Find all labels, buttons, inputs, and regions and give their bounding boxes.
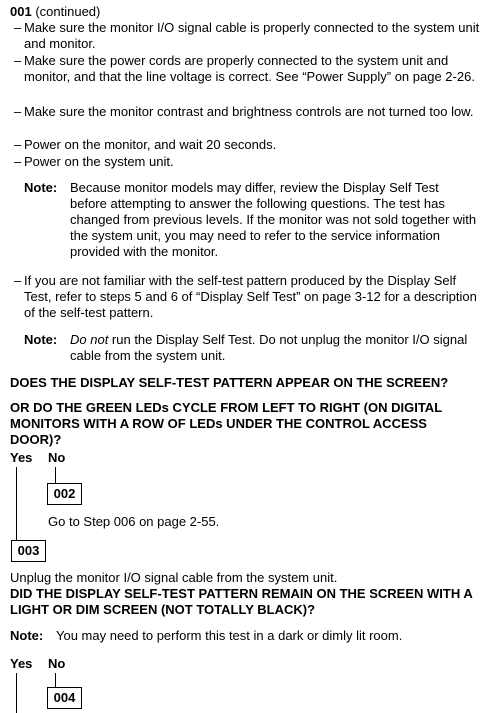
note-label: Note: xyxy=(24,332,58,347)
note-label: Note: xyxy=(24,180,58,195)
dash-bullet: – xyxy=(14,20,22,35)
dash-bullet: – xyxy=(14,104,22,119)
note-emphasis: Do not xyxy=(70,332,109,347)
step-box-002: 002 xyxy=(47,483,82,505)
step-number: 001 xyxy=(10,4,32,19)
list-item xyxy=(14,137,480,153)
yes-branch-line xyxy=(16,673,17,713)
step-header xyxy=(10,4,100,20)
note-text xyxy=(70,332,478,364)
instruction-text: Unplug the monitor I/O signal cable from the system unit. xyxy=(10,570,338,585)
list-item xyxy=(14,20,480,52)
step-box-004: 004 xyxy=(47,687,82,709)
dash-bullet: – xyxy=(14,137,22,152)
note-block xyxy=(10,628,482,646)
question-heading: DID THE DISPLAY SELF-TEST PATTERN REMAIN ON THE SCREEN WITH A LIGHT OR DIM SCREEN (NOT TOTALLY BLACK)? xyxy=(10,586,473,617)
list-item-text: Make sure the monitor I/O signal cable is properly connected to the system unit and monitor. xyxy=(24,20,480,51)
list-item xyxy=(14,53,480,85)
question-heading: OR DO THE GREEN LEDs CYCLE FROM LEFT TO RIGHT (ON DIGITAL MONITORS WITH A ROW OF LEDs UNDER THE CONTROL ACCESS DOOR)? xyxy=(10,400,442,447)
list-item-text: If you are not familiar with the self-test pattern produced by the Display Self Test, refer to steps 5 and 6 of “Display Self Test” on page 3-12 for a description of the self-test pattern. xyxy=(24,273,477,320)
question-heading: DOES THE DISPLAY SELF-TEST PATTERN APPEAR ON THE SCREEN? xyxy=(10,375,449,390)
yes-label: Yes xyxy=(10,450,33,465)
no-label: No xyxy=(48,450,66,465)
no-label: No xyxy=(48,656,66,671)
note-text: You may need to perform this test in a dark or dimly lit room. xyxy=(56,628,403,643)
note-text: Because monitor models may differ, review the Display Self Test before attempting to answer the following questions. The test has changed from previous levels. If the monitor was not sold together with the system unit, you may need to refer to the service information provided with the monitor. xyxy=(70,180,477,259)
list-item-text: Power on the system unit. xyxy=(24,154,174,169)
goto-instruction: Go to Step 006 on page 2-55. xyxy=(48,514,220,529)
dash-bullet: – xyxy=(14,53,22,68)
yes-branch-line xyxy=(16,467,17,540)
note-block xyxy=(24,180,480,264)
continued-label: (continued) xyxy=(35,4,101,19)
dash-bullet: – xyxy=(14,154,22,169)
note-text-rest: run the Display Self Test. Do not unplug the monitor I/O signal cable from the system unit. xyxy=(70,332,468,363)
list-item xyxy=(14,273,480,321)
note-label: Note: xyxy=(10,628,44,643)
no-branch-line xyxy=(55,467,56,483)
list-item xyxy=(14,104,480,120)
list-item-text: Make sure the monitor contrast and brightness controls are not turned too low. xyxy=(24,104,474,119)
list-item-text: Make sure the power cords are properly connected to the system unit and monitor, and that the line voltage is correct. See “Power Supply” on page 2-26. xyxy=(24,53,475,84)
no-branch-line xyxy=(55,673,56,687)
note-block xyxy=(24,332,480,366)
yes-label: Yes xyxy=(10,656,33,671)
dash-bullet: – xyxy=(14,273,22,288)
step-box-003: 003 xyxy=(11,540,46,562)
list-item-text: Power on the monitor, and wait 20 seconds. xyxy=(24,137,277,152)
list-item xyxy=(14,154,480,170)
